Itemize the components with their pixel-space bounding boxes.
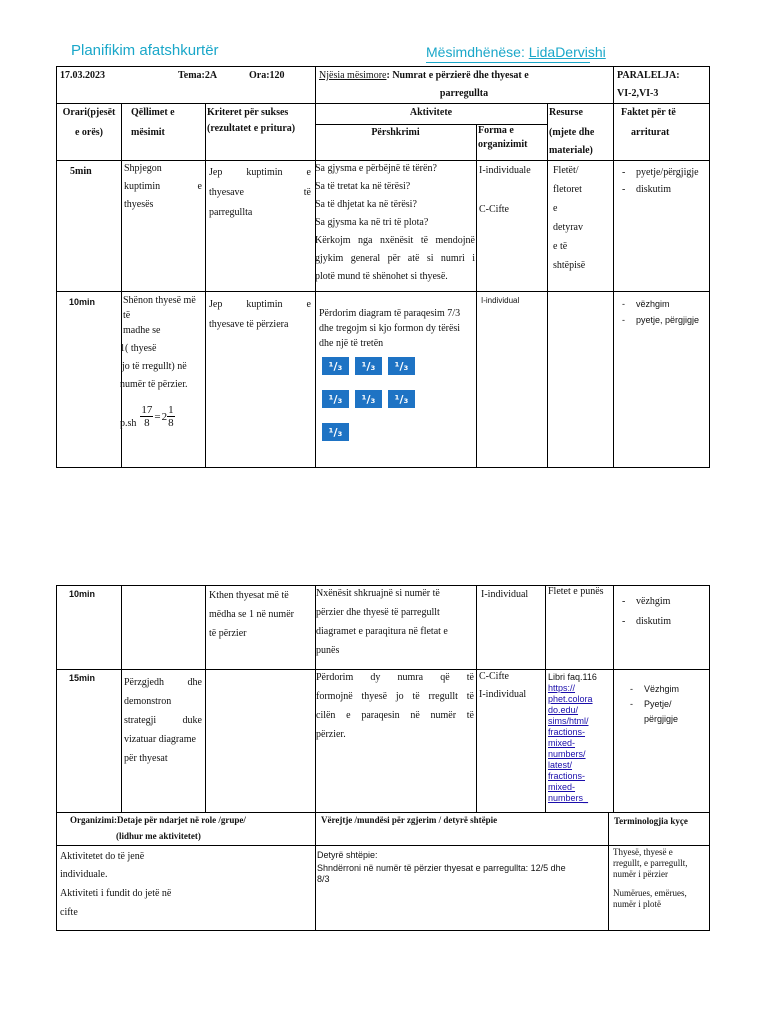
example-prefix: p.sh xyxy=(120,418,137,429)
homework-line: 8/3 xyxy=(317,874,330,884)
row4-goal-line: vizatuar diagrame xyxy=(124,734,196,745)
col-header-time-2: e orës) xyxy=(74,127,104,138)
link-line: numbers_ xyxy=(548,793,589,803)
table-line xyxy=(613,66,614,468)
example-numerator-2: 1 xyxy=(168,404,174,416)
example-fraction xyxy=(140,404,153,429)
lesson-date: 17.03.2023 xyxy=(60,70,105,81)
col-header-goals: Qëllimet e xyxy=(131,107,175,118)
table-line xyxy=(545,585,546,812)
row4-description-line: formojnë thyesë jo të rregullt të xyxy=(316,691,474,702)
link-line: latest/ xyxy=(548,760,573,770)
footer-org-header-2: (lidhur me aktivitetet) xyxy=(116,831,201,841)
org-line: individuale. xyxy=(60,869,108,880)
row2-facts xyxy=(622,296,699,328)
row4-description-line: cilën e paraqesin në numër të xyxy=(316,710,474,721)
row1-resources xyxy=(553,161,585,275)
row4-description-line: përzier. xyxy=(316,729,346,740)
table-line xyxy=(121,585,122,812)
row2-description-line: Përdorim diagram të paraqesim 7/3 xyxy=(319,308,461,319)
row1-resource-line: e xyxy=(553,203,558,214)
phet-simulation-link[interactable] xyxy=(548,683,612,804)
footer-org-text xyxy=(60,848,171,922)
row4-goal-line: për thyesat xyxy=(124,753,168,764)
col-header-resources-3: materiale) xyxy=(549,145,593,156)
teacher-line xyxy=(426,44,606,60)
footer-terms xyxy=(613,847,709,910)
row4-form-1: C-Cifte xyxy=(479,671,509,682)
row1-description-line: Sa të dhjetat ka në tërësi? xyxy=(315,199,417,210)
row4-fact: përgjigje xyxy=(644,714,679,724)
unit-label: Njësia mësimore xyxy=(319,70,387,81)
row1-goal-line: thyesës xyxy=(124,199,154,210)
row1-description-line: Sa të tretat ka në tërësi? xyxy=(315,181,411,192)
footer-homework xyxy=(317,850,607,885)
term-line: Numërues, emërues, xyxy=(613,888,687,898)
table-line xyxy=(613,585,614,812)
col-header-criteria-2: (rezultatet e pritura) xyxy=(207,123,296,134)
row1-description-line: plotë mund të shënohet si thyesë. xyxy=(315,271,448,282)
fraction-block-one-third: ¹/₃ xyxy=(354,356,383,376)
row4-goal xyxy=(124,673,202,768)
link-line: mixed- xyxy=(548,782,576,792)
row3-criteria-line: të përzier xyxy=(209,628,247,639)
row4-goal-line: demonstron xyxy=(124,696,172,707)
row1-fact: - diskutim xyxy=(622,181,699,198)
row3-description xyxy=(316,584,474,660)
row2-description-line: dhe një të tretën xyxy=(319,338,384,349)
col-header-activities: Aktivitete xyxy=(409,107,453,118)
teacher-name-link[interactable]: LidaDervishi xyxy=(528,44,606,60)
row3-form: I-individual xyxy=(481,589,529,600)
table-line xyxy=(205,103,206,468)
row1-form-2: C-Cifte xyxy=(479,204,509,215)
row3-criteria-line: Kthen thyesat më të xyxy=(209,590,289,601)
row1-criteria-line: thyesave të xyxy=(209,187,311,198)
col-header-description: Përshkrimi xyxy=(371,127,420,138)
col-header-criteria: Kriteret për sukses xyxy=(207,107,289,118)
teacher-label: Mësimdhënëse: xyxy=(426,44,529,60)
row3-description-line: përzier dhe thyesë të parregullt xyxy=(316,607,440,618)
term-line: rregullt, e parregullt, xyxy=(613,858,688,868)
row3-description-line: diagramet e paraqitura në fletat e xyxy=(316,626,448,637)
class-label: PARALELJA: xyxy=(617,70,680,81)
row2-fact: - pyetje, përgjigje xyxy=(622,312,699,328)
row2-goal-line: numër të përzier. xyxy=(120,379,188,390)
col-header-facts-2: arriturat xyxy=(631,127,670,138)
link-line: fractions- xyxy=(548,727,586,737)
col-header-resources-2: (mjete dhe xyxy=(549,127,595,138)
example-denominator-2: 8 xyxy=(168,417,174,429)
link-line: numbers/ xyxy=(548,749,586,759)
row4-time: 15min xyxy=(69,673,96,683)
fraction-block-one-third: ¹/₃ xyxy=(321,422,350,442)
row2-criteria-line: Jep kuptimin e xyxy=(209,299,311,310)
footer-notes-header: Vërejtje /mundësi për zgjerim / detyrë shtëpie xyxy=(321,815,498,825)
org-line: cifte xyxy=(60,907,78,918)
row2-goal xyxy=(120,291,204,394)
row1-description-line: gjykim general për atë si numri i xyxy=(315,253,475,264)
row4-fact: - Vëzhgim xyxy=(630,682,679,697)
row2-goal-line: 1( thyesë xyxy=(120,343,157,354)
row1-goal xyxy=(124,160,202,214)
row3-fact: - diskutim xyxy=(622,612,671,632)
example-numerator: 17 xyxy=(141,404,153,416)
footer-terms-header: Terminologjia kyçe xyxy=(614,816,688,826)
fraction-block-one-third: ¹/₃ xyxy=(354,389,383,409)
row3-description-line: Nxënësit shkruajnë si numër të xyxy=(316,588,440,599)
row2-description xyxy=(319,306,475,351)
row1-criteria xyxy=(209,163,311,223)
fraction-block-one-third: ¹/₃ xyxy=(321,389,350,409)
row1-form-1: I-individuale xyxy=(479,165,531,176)
col-header-form-2: organizimit xyxy=(478,139,528,150)
row3-fact: - vëzhgim xyxy=(622,592,671,612)
footer-org-header: Organizimi:Detaje për ndarjet në role /grupe/ xyxy=(70,815,246,825)
row2-time: 10min xyxy=(69,297,96,307)
row1-description-line: Sa gjysma ka në tri të plota? xyxy=(315,217,429,228)
table-line xyxy=(205,585,206,812)
row1-goal-line: kuptimin e xyxy=(124,181,202,192)
unit-title: : Numrat e përzierë dhe thyesat e xyxy=(386,70,529,81)
table-line xyxy=(547,103,548,468)
row1-resource-line: fletoret xyxy=(553,184,582,195)
equals-sign: = xyxy=(154,411,161,423)
table-line xyxy=(476,124,477,468)
row2-fact: - vëzhgim xyxy=(622,296,699,312)
col-header-form: Forma e xyxy=(478,125,514,136)
row2-criteria xyxy=(209,295,311,335)
fraction-block-one-third: ¹/₃ xyxy=(387,389,416,409)
term-line: Thyesë, thyesë e xyxy=(613,847,673,857)
table-line xyxy=(608,812,609,931)
row1-description-line: Kërkojm nga nxënësit të mendojnë xyxy=(315,235,475,246)
link-line: phet.colora xyxy=(548,694,593,704)
homework-line: Shndërroni në numër të përzier thyesat e parregullta: 12/5 dhe xyxy=(317,863,566,873)
example-fraction-2 xyxy=(167,404,175,429)
link-line: fractions- xyxy=(548,771,586,781)
row1-goal-line: Shpjegon xyxy=(124,163,162,174)
fraction-block-one-third: ¹/₃ xyxy=(387,356,416,376)
homework-label: Detyrë shtëpie: xyxy=(317,850,378,860)
row4-form-2: I-individual xyxy=(479,689,527,700)
term-line: numër i plotë xyxy=(613,899,661,909)
lesson-topic: Tema:2A xyxy=(178,70,218,81)
row1-criteria-line: parregullta xyxy=(209,207,253,218)
row3-description-line: punës xyxy=(316,645,340,656)
row3-criteria-line: mëdha se 1 në numër xyxy=(209,609,294,620)
row4-goal-line: Përzgjedh dhe xyxy=(124,677,202,688)
row4-resource-text: Libri faq.116 xyxy=(548,672,597,682)
lesson-hour: Ora:120 xyxy=(249,70,285,81)
link-line: https:// xyxy=(548,683,576,693)
link-line: do.edu/ xyxy=(548,705,579,715)
col-header-time: Orari(pjesët xyxy=(62,107,116,118)
link-line: mixed- xyxy=(548,738,576,748)
row2-goal-line: të xyxy=(123,310,131,321)
row1-description-line: Sa gjysma e përbëjnë të tërën? xyxy=(315,163,437,174)
document-title: Planifikim afatshkurtër xyxy=(71,42,219,59)
row1-facts xyxy=(622,164,699,198)
row2-description-line: dhe tregojm si kjo formon dy tërësi xyxy=(319,323,461,334)
example-denominator: 8 xyxy=(144,417,150,429)
row3-resources: Fletet e punës xyxy=(548,586,604,597)
row2-goal-line: jo të rregullt) në xyxy=(122,361,187,372)
row3-criteria xyxy=(209,586,294,643)
row3-facts xyxy=(622,592,671,632)
term-line: numër i përzier xyxy=(613,869,668,879)
header-underline xyxy=(426,62,590,63)
row2-goal-line: Shënon thyesë më xyxy=(123,295,196,306)
table-line xyxy=(476,585,477,812)
row2-goal-line: madhe se xyxy=(123,325,161,336)
row4-fact: - Pyetje/ xyxy=(630,697,679,712)
class-value: VI-2,VI-3 xyxy=(617,88,659,99)
org-line: Aktiviteti i fundit do jetë në xyxy=(60,888,172,899)
row4-resources xyxy=(548,672,612,812)
row3-time: 10min xyxy=(69,589,96,599)
row2-form: I-individual xyxy=(481,296,520,305)
table-line xyxy=(56,845,710,846)
row1-resource-line: e të xyxy=(553,241,568,252)
org-line: Aktivitetet do të jenë xyxy=(60,851,145,862)
row1-time: 5min xyxy=(70,166,92,177)
row4-facts xyxy=(630,682,679,727)
row4-description xyxy=(316,668,474,744)
link-line: sims/html/ xyxy=(548,716,589,726)
row1-fact: - pyetje/përgjigje xyxy=(622,164,699,181)
row1-resource-line: detyrav xyxy=(553,222,583,233)
col-header-resources: Resurse xyxy=(549,107,583,118)
row2-goal-example xyxy=(120,404,175,429)
example-whole: 2 xyxy=(161,411,168,423)
row1-resource-line: shtëpisë xyxy=(553,260,586,271)
col-header-goals-2: mësimit xyxy=(131,127,165,138)
row1-description xyxy=(315,160,475,286)
row2-criteria-line: thyesave të përziera xyxy=(209,319,289,330)
col-header-facts: Faktet për të xyxy=(621,107,676,118)
row1-criteria-line: Jep kuptimin e xyxy=(209,167,311,178)
row4-goal-line: strategji duke xyxy=(124,715,202,726)
row4-description-line: Përdorim dy numra që të xyxy=(316,672,474,683)
row1-resource-line: Fletët/ xyxy=(553,165,579,176)
lesson-unit xyxy=(319,67,529,85)
unit-title-cont: parregullta xyxy=(439,88,489,99)
fraction-block-one-third: ¹/₃ xyxy=(321,356,350,376)
